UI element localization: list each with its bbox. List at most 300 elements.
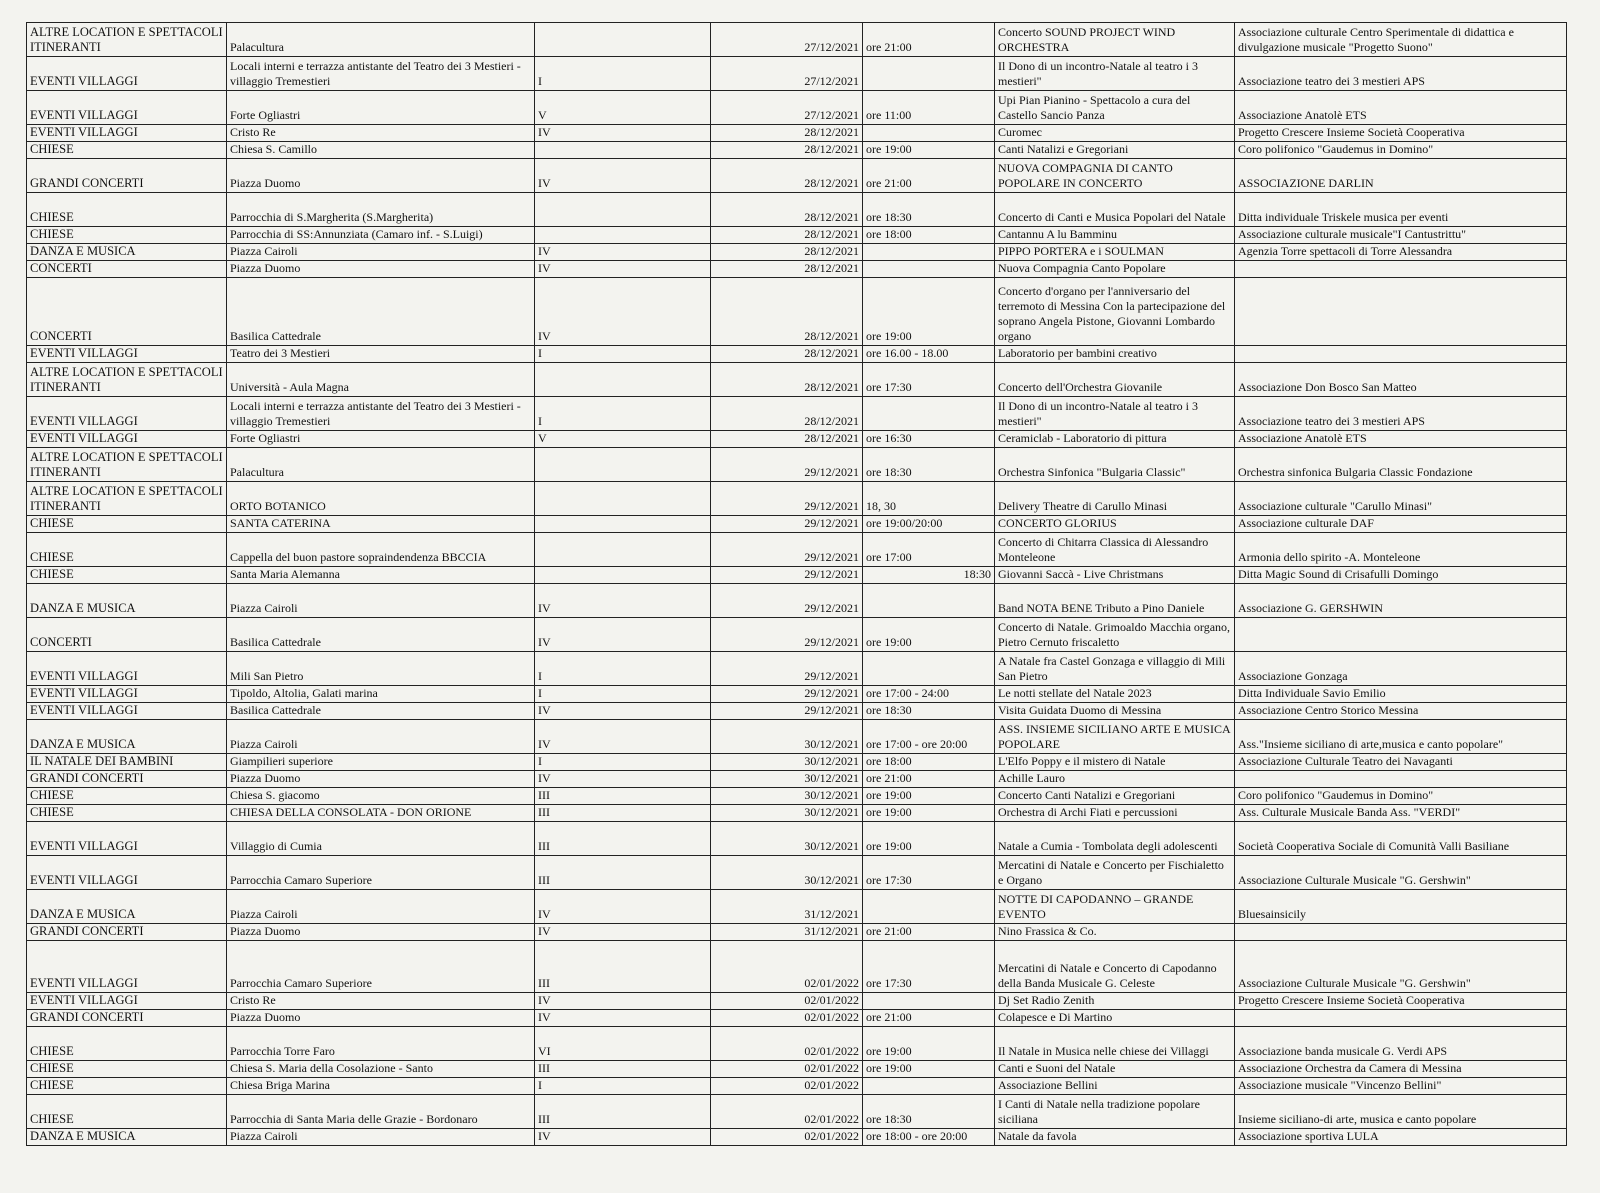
event-cell: I Canti di Natale nella tradizione popolare siciliana: [995, 1095, 1235, 1129]
category-cell: EVENTI VILLAGGI: [27, 822, 227, 856]
date-cell: 31/12/2021: [711, 924, 863, 941]
table-row: [27, 805, 1567, 822]
table-row: [27, 516, 1567, 533]
date-cell: 30/12/2021: [711, 754, 863, 771]
circoscrizione-cell: V: [535, 91, 711, 125]
event-cell: Concerto Canti Natalizi e Gregoriani: [995, 788, 1235, 805]
category-cell: CONCERTI: [27, 278, 227, 346]
circoscrizione-cell: IV: [535, 278, 711, 346]
category-cell: ALTRE LOCATION E SPETTACOLI ITINERANTI: [27, 448, 227, 482]
table-row: [27, 686, 1567, 703]
location-cell: Università - Aula Magna: [227, 363, 535, 397]
date-cell: 28/12/2021: [711, 125, 863, 142]
event-cell: Canti e Suoni del Natale: [995, 1061, 1235, 1078]
organizer-cell: Coro polifonico "Gaudemus in Domino": [1235, 142, 1567, 159]
event-cell: Concerto d'organo per l'anniversario del terremoto di Messina Con la partecipazione del soprano Angela Pistone, Giovanni Lombardo organo: [995, 278, 1235, 346]
location-cell: Tipoldo, Altolia, Galati marina: [227, 686, 535, 703]
circoscrizione-cell: [535, 567, 711, 584]
category-cell: GRANDI CONCERTI: [27, 1010, 227, 1027]
time-cell: ore 19:00: [863, 618, 995, 652]
table-row: [27, 1078, 1567, 1095]
event-cell: Concerto di Natale. Grimoaldo Macchia organo, Pietro Cernuto friscaletto: [995, 618, 1235, 652]
organizer-cell: [1235, 924, 1567, 941]
circoscrizione-cell: III: [535, 788, 711, 805]
table-row: [27, 346, 1567, 363]
location-cell: Parrocchia Camaro Superiore: [227, 941, 535, 993]
date-cell: 29/12/2021: [711, 533, 863, 567]
circoscrizione-cell: IV: [535, 924, 711, 941]
event-cell: Visita Guidata Duomo di Messina: [995, 703, 1235, 720]
table-row: [27, 363, 1567, 397]
organizer-cell: Associazione banda musicale G. Verdi APS: [1235, 1027, 1567, 1061]
organizer-cell: Associazione Culturale Teatro dei Navaganti: [1235, 754, 1567, 771]
table-row: [27, 448, 1567, 482]
location-cell: Basilica Cattedrale: [227, 278, 535, 346]
time-cell: ore 18:00 - ore 20:00: [863, 1129, 995, 1146]
category-cell: IL NATALE DEI BAMBINI: [27, 754, 227, 771]
organizer-cell: Associazione culturale Centro Sperimentale di didattica e divulgazione musicale "Progetto Suono": [1235, 23, 1567, 57]
location-cell: Piazza Duomo: [227, 1010, 535, 1027]
date-cell: 28/12/2021: [711, 261, 863, 278]
organizer-cell: Ditta Magic Sound di Crisafulli Domingo: [1235, 567, 1567, 584]
location-cell: Parrocchia Camaro Superiore: [227, 856, 535, 890]
category-cell: CHIESE: [27, 1027, 227, 1061]
circoscrizione-cell: III: [535, 1061, 711, 1078]
event-cell: Curomec: [995, 125, 1235, 142]
circoscrizione-cell: [535, 193, 711, 227]
time-cell: ore 19:00/20:00: [863, 516, 995, 533]
location-cell: Palacultura: [227, 23, 535, 57]
location-cell: Piazza Duomo: [227, 924, 535, 941]
circoscrizione-cell: III: [535, 805, 711, 822]
location-cell: ORTO BOTANICO: [227, 482, 535, 516]
table-row: [27, 431, 1567, 448]
date-cell: 30/12/2021: [711, 788, 863, 805]
date-cell: 29/12/2021: [711, 448, 863, 482]
category-cell: EVENTI VILLAGGI: [27, 652, 227, 686]
location-cell: Piazza Cairoli: [227, 720, 535, 754]
time-cell: ore 21:00: [863, 159, 995, 193]
category-cell: CHIESE: [27, 1095, 227, 1129]
event-cell: NOTTE DI CAPODANNO – GRANDE EVENTO: [995, 890, 1235, 924]
location-cell: Chiesa S. Camillo: [227, 142, 535, 159]
event-cell: Natale a Cumia - Tombolata degli adolescenti: [995, 822, 1235, 856]
table-row: [27, 397, 1567, 431]
date-cell: 29/12/2021: [711, 652, 863, 686]
event-schedule-table: [26, 22, 1567, 1146]
organizer-cell: Agenzia Torre spettacoli di Torre Alessandra: [1235, 244, 1567, 261]
event-cell: Colapesce e Di Martino: [995, 1010, 1235, 1027]
time-cell: ore 18:30: [863, 703, 995, 720]
circoscrizione-cell: [535, 363, 711, 397]
time-cell: [863, 57, 995, 91]
event-cell: Orchestra Sinfonica "Bulgaria Classic": [995, 448, 1235, 482]
time-cell: 18, 30: [863, 482, 995, 516]
location-cell: Parrocchia di Santa Maria delle Grazie - Bordonaro: [227, 1095, 535, 1129]
time-cell: ore 21:00: [863, 23, 995, 57]
time-cell: ore 16:30: [863, 431, 995, 448]
circoscrizione-cell: I: [535, 754, 711, 771]
time-cell: [863, 584, 995, 618]
table-row: [27, 278, 1567, 346]
table-row: [27, 652, 1567, 686]
circoscrizione-cell: I: [535, 57, 711, 91]
category-cell: DANZA E MUSICA: [27, 720, 227, 754]
table-row: [27, 125, 1567, 142]
time-cell: ore 21:00: [863, 924, 995, 941]
location-cell: Giampilieri superiore: [227, 754, 535, 771]
table-row: [27, 924, 1567, 941]
time-cell: ore 19:00: [863, 278, 995, 346]
circoscrizione-cell: IV: [535, 890, 711, 924]
category-cell: EVENTI VILLAGGI: [27, 397, 227, 431]
date-cell: 27/12/2021: [711, 57, 863, 91]
table-row: [27, 482, 1567, 516]
category-cell: CHIESE: [27, 142, 227, 159]
category-cell: EVENTI VILLAGGI: [27, 993, 227, 1010]
category-cell: DANZA E MUSICA: [27, 584, 227, 618]
category-cell: EVENTI VILLAGGI: [27, 57, 227, 91]
location-cell: Piazza Cairoli: [227, 890, 535, 924]
circoscrizione-cell: IV: [535, 771, 711, 788]
event-cell: Nino Frassica & Co.: [995, 924, 1235, 941]
organizer-cell: ASSOCIAZIONE DARLIN: [1235, 159, 1567, 193]
event-cell: Concerto di Chitarra Classica di Alessandro Monteleone: [995, 533, 1235, 567]
category-cell: ALTRE LOCATION E SPETTACOLI ITINERANTI: [27, 23, 227, 57]
event-cell: Giovanni Saccà - Live Christmans: [995, 567, 1235, 584]
category-cell: GRANDI CONCERTI: [27, 924, 227, 941]
category-cell: DANZA E MUSICA: [27, 1129, 227, 1146]
category-cell: EVENTI VILLAGGI: [27, 856, 227, 890]
location-cell: Piazza Duomo: [227, 261, 535, 278]
organizer-cell: Associazione musicale "Vincenzo Bellini": [1235, 1078, 1567, 1095]
table-row: [27, 23, 1567, 57]
time-cell: ore 19:00: [863, 1027, 995, 1061]
time-cell: ore 17:00: [863, 533, 995, 567]
circoscrizione-cell: VI: [535, 1027, 711, 1061]
event-cell: PIPPO PORTERA e i SOULMAN: [995, 244, 1235, 261]
time-cell: ore 19:00: [863, 1061, 995, 1078]
event-cell: NUOVA COMPAGNIA DI CANTO POPOLARE IN CONCERTO: [995, 159, 1235, 193]
event-cell: Concerto SOUND PROJECT WIND ORCHESTRA: [995, 23, 1235, 57]
table-row: [27, 993, 1567, 1010]
circoscrizione-cell: [535, 516, 711, 533]
location-cell: SANTA CATERINA: [227, 516, 535, 533]
table-row: [27, 193, 1567, 227]
category-cell: CHIESE: [27, 193, 227, 227]
event-cell: Band NOTA BENE Tributo a Pino Daniele: [995, 584, 1235, 618]
location-cell: Piazza Cairoli: [227, 1129, 535, 1146]
category-cell: DANZA E MUSICA: [27, 244, 227, 261]
organizer-cell: Associazione G. GERSHWIN: [1235, 584, 1567, 618]
date-cell: 27/12/2021: [711, 23, 863, 57]
location-cell: Chiesa S. Maria della Cosolazione - Santo: [227, 1061, 535, 1078]
event-cell: Nuova Compagnia Canto Popolare: [995, 261, 1235, 278]
location-cell: Piazza Cairoli: [227, 584, 535, 618]
time-cell: [863, 125, 995, 142]
time-cell: ore 19:00: [863, 788, 995, 805]
date-cell: 02/01/2022: [711, 1027, 863, 1061]
circoscrizione-cell: III: [535, 822, 711, 856]
table-row: [27, 856, 1567, 890]
location-cell: Parrocchia di SS:Annunziata (Camaro inf. - S.Luigi): [227, 227, 535, 244]
category-cell: ALTRE LOCATION E SPETTACOLI ITINERANTI: [27, 482, 227, 516]
event-cell: Associazione Bellini: [995, 1078, 1235, 1095]
time-cell: [863, 1078, 995, 1095]
category-cell: DANZA E MUSICA: [27, 890, 227, 924]
time-cell: ore 18:00: [863, 227, 995, 244]
date-cell: 28/12/2021: [711, 142, 863, 159]
organizer-cell: [1235, 278, 1567, 346]
organizer-cell: Società Cooperativa Sociale di Comunità Valli Basiliane: [1235, 822, 1567, 856]
date-cell: 28/12/2021: [711, 346, 863, 363]
date-cell: 02/01/2022: [711, 1129, 863, 1146]
event-cell: CONCERTO GLORIUS: [995, 516, 1235, 533]
date-cell: 30/12/2021: [711, 805, 863, 822]
table-row: [27, 890, 1567, 924]
organizer-cell: Associazione teatro dei 3 mestieri APS: [1235, 57, 1567, 91]
location-cell: Locali interni e terrazza antistante del Teatro dei 3 Mestieri - villaggio Tremestieri: [227, 397, 535, 431]
circoscrizione-cell: [535, 142, 711, 159]
event-cell: Il Dono di un incontro-Natale al teatro i 3 mestieri": [995, 397, 1235, 431]
location-cell: Mili San Pietro: [227, 652, 535, 686]
event-cell: Cantannu A lu Bamminu: [995, 227, 1235, 244]
time-cell: 18:30: [863, 567, 995, 584]
date-cell: 30/12/2021: [711, 856, 863, 890]
organizer-cell: Bluesainsicily: [1235, 890, 1567, 924]
organizer-cell: [1235, 261, 1567, 278]
time-cell: ore 18:30: [863, 448, 995, 482]
circoscrizione-cell: IV: [535, 159, 711, 193]
date-cell: 29/12/2021: [711, 703, 863, 720]
event-cell: Laboratorio per bambini creativo: [995, 346, 1235, 363]
organizer-cell: Orchestra sinfonica Bulgaria Classic Fondazione: [1235, 448, 1567, 482]
time-cell: [863, 652, 995, 686]
circoscrizione-cell: [535, 23, 711, 57]
location-cell: Piazza Duomo: [227, 771, 535, 788]
date-cell: 02/01/2022: [711, 1010, 863, 1027]
circoscrizione-cell: IV: [535, 261, 711, 278]
date-cell: 29/12/2021: [711, 516, 863, 533]
table-row: [27, 788, 1567, 805]
organizer-cell: Progetto Crescere Insieme Società Cooperativa: [1235, 125, 1567, 142]
organizer-cell: Associazione Anatolè ETS: [1235, 91, 1567, 125]
time-cell: ore 21:00: [863, 771, 995, 788]
table-row: [27, 159, 1567, 193]
table-row: [27, 1095, 1567, 1129]
circoscrizione-cell: IV: [535, 584, 711, 618]
circoscrizione-cell: III: [535, 856, 711, 890]
location-cell: Parrocchia Torre Faro: [227, 1027, 535, 1061]
date-cell: 02/01/2022: [711, 1078, 863, 1095]
category-cell: CHIESE: [27, 227, 227, 244]
location-cell: Chiesa Briga Marina: [227, 1078, 535, 1095]
event-cell: Canti Natalizi e Gregoriani: [995, 142, 1235, 159]
table-row: [27, 941, 1567, 993]
organizer-cell: Associazione Gonzaga: [1235, 652, 1567, 686]
event-cell: Delivery Theatre di Carullo Minasi: [995, 482, 1235, 516]
category-cell: GRANDI CONCERTI: [27, 159, 227, 193]
location-cell: Teatro dei 3 Mestieri: [227, 346, 535, 363]
category-cell: EVENTI VILLAGGI: [27, 346, 227, 363]
date-cell: 28/12/2021: [711, 244, 863, 261]
event-cell: Concerto dell'Orchestra Giovanile: [995, 363, 1235, 397]
organizer-cell: Associazione Centro Storico Messina: [1235, 703, 1567, 720]
organizer-cell: Insieme siciliano-di arte, musica e canto popolare: [1235, 1095, 1567, 1129]
organizer-cell: Associazione Orchestra da Camera di Messina: [1235, 1061, 1567, 1078]
event-cell: Dj Set Radio Zenith: [995, 993, 1235, 1010]
category-cell: CHIESE: [27, 533, 227, 567]
organizer-cell: Ditta Individuale Savio Emilio: [1235, 686, 1567, 703]
time-cell: ore 16.00 - 18.00: [863, 346, 995, 363]
time-cell: ore 19:00: [863, 142, 995, 159]
circoscrizione-cell: V: [535, 431, 711, 448]
circoscrizione-cell: I: [535, 397, 711, 431]
table-row: [27, 618, 1567, 652]
date-cell: 02/01/2022: [711, 941, 863, 993]
circoscrizione-cell: IV: [535, 1010, 711, 1027]
circoscrizione-cell: IV: [535, 125, 711, 142]
event-cell: Orchestra di Archi Fiati e percussioni: [995, 805, 1235, 822]
circoscrizione-cell: I: [535, 346, 711, 363]
table-row: [27, 567, 1567, 584]
time-cell: [863, 993, 995, 1010]
location-cell: Chiesa S. giacomo: [227, 788, 535, 805]
event-cell: ASS. INSIEME SICILIANO ARTE E MUSICA POPOLARE: [995, 720, 1235, 754]
time-cell: [863, 397, 995, 431]
time-cell: ore 18:30: [863, 1095, 995, 1129]
date-cell: 29/12/2021: [711, 584, 863, 618]
category-cell: EVENTI VILLAGGI: [27, 941, 227, 993]
organizer-cell: Associazione teatro dei 3 mestieri APS: [1235, 397, 1567, 431]
table-row: [27, 533, 1567, 567]
time-cell: ore 21:00: [863, 1010, 995, 1027]
category-cell: CHIESE: [27, 1078, 227, 1095]
time-cell: ore 19:00: [863, 822, 995, 856]
time-cell: ore 18:00: [863, 754, 995, 771]
date-cell: 02/01/2022: [711, 993, 863, 1010]
event-cell: Le notti stellate del Natale 2023: [995, 686, 1235, 703]
organizer-cell: Associazione culturale DAF: [1235, 516, 1567, 533]
location-cell: Palacultura: [227, 448, 535, 482]
table-row: [27, 754, 1567, 771]
event-schedule-sheet: [26, 22, 1566, 1146]
table-row: [27, 142, 1567, 159]
table-row: [27, 261, 1567, 278]
date-cell: 28/12/2021: [711, 227, 863, 244]
event-cell: Mercatini di Natale e Concerto per Fischialetto e Organo: [995, 856, 1235, 890]
date-cell: 29/12/2021: [711, 567, 863, 584]
event-cell: Il Natale in Musica nelle chiese dei Villaggi: [995, 1027, 1235, 1061]
location-cell: Basilica Cattedrale: [227, 703, 535, 720]
time-cell: ore 11:00: [863, 91, 995, 125]
location-cell: Piazza Cairoli: [227, 244, 535, 261]
location-cell: Villaggio di Cumia: [227, 822, 535, 856]
time-cell: ore 17:30: [863, 363, 995, 397]
date-cell: 28/12/2021: [711, 159, 863, 193]
category-cell: EVENTI VILLAGGI: [27, 91, 227, 125]
circoscrizione-cell: III: [535, 941, 711, 993]
time-cell: ore 17:30: [863, 856, 995, 890]
circoscrizione-cell: [535, 448, 711, 482]
date-cell: 30/12/2021: [711, 771, 863, 788]
table-row: [27, 1061, 1567, 1078]
date-cell: 29/12/2021: [711, 482, 863, 516]
table-row: [27, 771, 1567, 788]
time-cell: ore 17:00 - 24:00: [863, 686, 995, 703]
location-cell: Piazza Duomo: [227, 159, 535, 193]
organizer-cell: Armonia dello spirito -A. Monteleone: [1235, 533, 1567, 567]
date-cell: 28/12/2021: [711, 397, 863, 431]
event-cell: Achille Lauro: [995, 771, 1235, 788]
date-cell: 29/12/2021: [711, 618, 863, 652]
table-row: [27, 227, 1567, 244]
circoscrizione-cell: [535, 227, 711, 244]
circoscrizione-cell: IV: [535, 244, 711, 261]
date-cell: 28/12/2021: [711, 363, 863, 397]
date-cell: 02/01/2022: [711, 1095, 863, 1129]
category-cell: CHIESE: [27, 1061, 227, 1078]
organizer-cell: Associazione Anatolè ETS: [1235, 431, 1567, 448]
category-cell: CHIESE: [27, 788, 227, 805]
circoscrizione-cell: I: [535, 686, 711, 703]
date-cell: 31/12/2021: [711, 890, 863, 924]
organizer-cell: Associazione Don Bosco San Matteo: [1235, 363, 1567, 397]
location-cell: Basilica Cattedrale: [227, 618, 535, 652]
category-cell: CHIESE: [27, 805, 227, 822]
date-cell: 02/01/2022: [711, 1061, 863, 1078]
circoscrizione-cell: IV: [535, 720, 711, 754]
location-cell: Cappella del buon pastore sopraindendenza BBCCIA: [227, 533, 535, 567]
date-cell: 30/12/2021: [711, 720, 863, 754]
category-cell: ALTRE LOCATION E SPETTACOLI ITINERANTI: [27, 363, 227, 397]
event-cell: Upi Pian Pianino - Spettacolo a cura del Castello Sancio Panza: [995, 91, 1235, 125]
organizer-cell: Associazione culturale musicale"I Cantustrittu": [1235, 227, 1567, 244]
organizer-cell: Ass. Culturale Musicale Banda Ass. "VERDI": [1235, 805, 1567, 822]
organizer-cell: Ass."Insieme siciliano di arte,musica e canto popolare": [1235, 720, 1567, 754]
location-cell: Forte Ogliastri: [227, 91, 535, 125]
circoscrizione-cell: [535, 533, 711, 567]
date-cell: 28/12/2021: [711, 278, 863, 346]
event-cell: Ceramiclab - Laboratorio di pittura: [995, 431, 1235, 448]
time-cell: ore 19:00: [863, 805, 995, 822]
circoscrizione-cell: I: [535, 652, 711, 686]
time-cell: [863, 261, 995, 278]
schedule-rows: [27, 23, 1567, 1146]
event-cell: Il Dono di un incontro-Natale al teatro i 3 mestieri": [995, 57, 1235, 91]
category-cell: GRANDI CONCERTI: [27, 771, 227, 788]
organizer-cell: Associazione Culturale Musicale "G. Gershwin": [1235, 856, 1567, 890]
table-row: [27, 91, 1567, 125]
date-cell: 27/12/2021: [711, 91, 863, 125]
table-row: [27, 1027, 1567, 1061]
organizer-cell: Associazione Culturale Musicale "G. Gershwin": [1235, 941, 1567, 993]
category-cell: EVENTI VILLAGGI: [27, 686, 227, 703]
event-cell: Mercatini di Natale e Concerto di Capodanno della Banda Musicale G. Celeste: [995, 941, 1235, 993]
organizer-cell: Ditta individuale Triskele musica per eventi: [1235, 193, 1567, 227]
category-cell: CHIESE: [27, 516, 227, 533]
circoscrizione-cell: I: [535, 1078, 711, 1095]
circoscrizione-cell: IV: [535, 993, 711, 1010]
location-cell: CHIESA DELLA CONSOLATA - DON ORIONE: [227, 805, 535, 822]
organizer-cell: [1235, 346, 1567, 363]
location-cell: Forte Ogliastri: [227, 431, 535, 448]
table-row: [27, 703, 1567, 720]
date-cell: 28/12/2021: [711, 193, 863, 227]
category-cell: EVENTI VILLAGGI: [27, 703, 227, 720]
location-cell: Cristo Re: [227, 993, 535, 1010]
event-cell: L'Elfo Poppy e il mistero di Natale: [995, 754, 1235, 771]
